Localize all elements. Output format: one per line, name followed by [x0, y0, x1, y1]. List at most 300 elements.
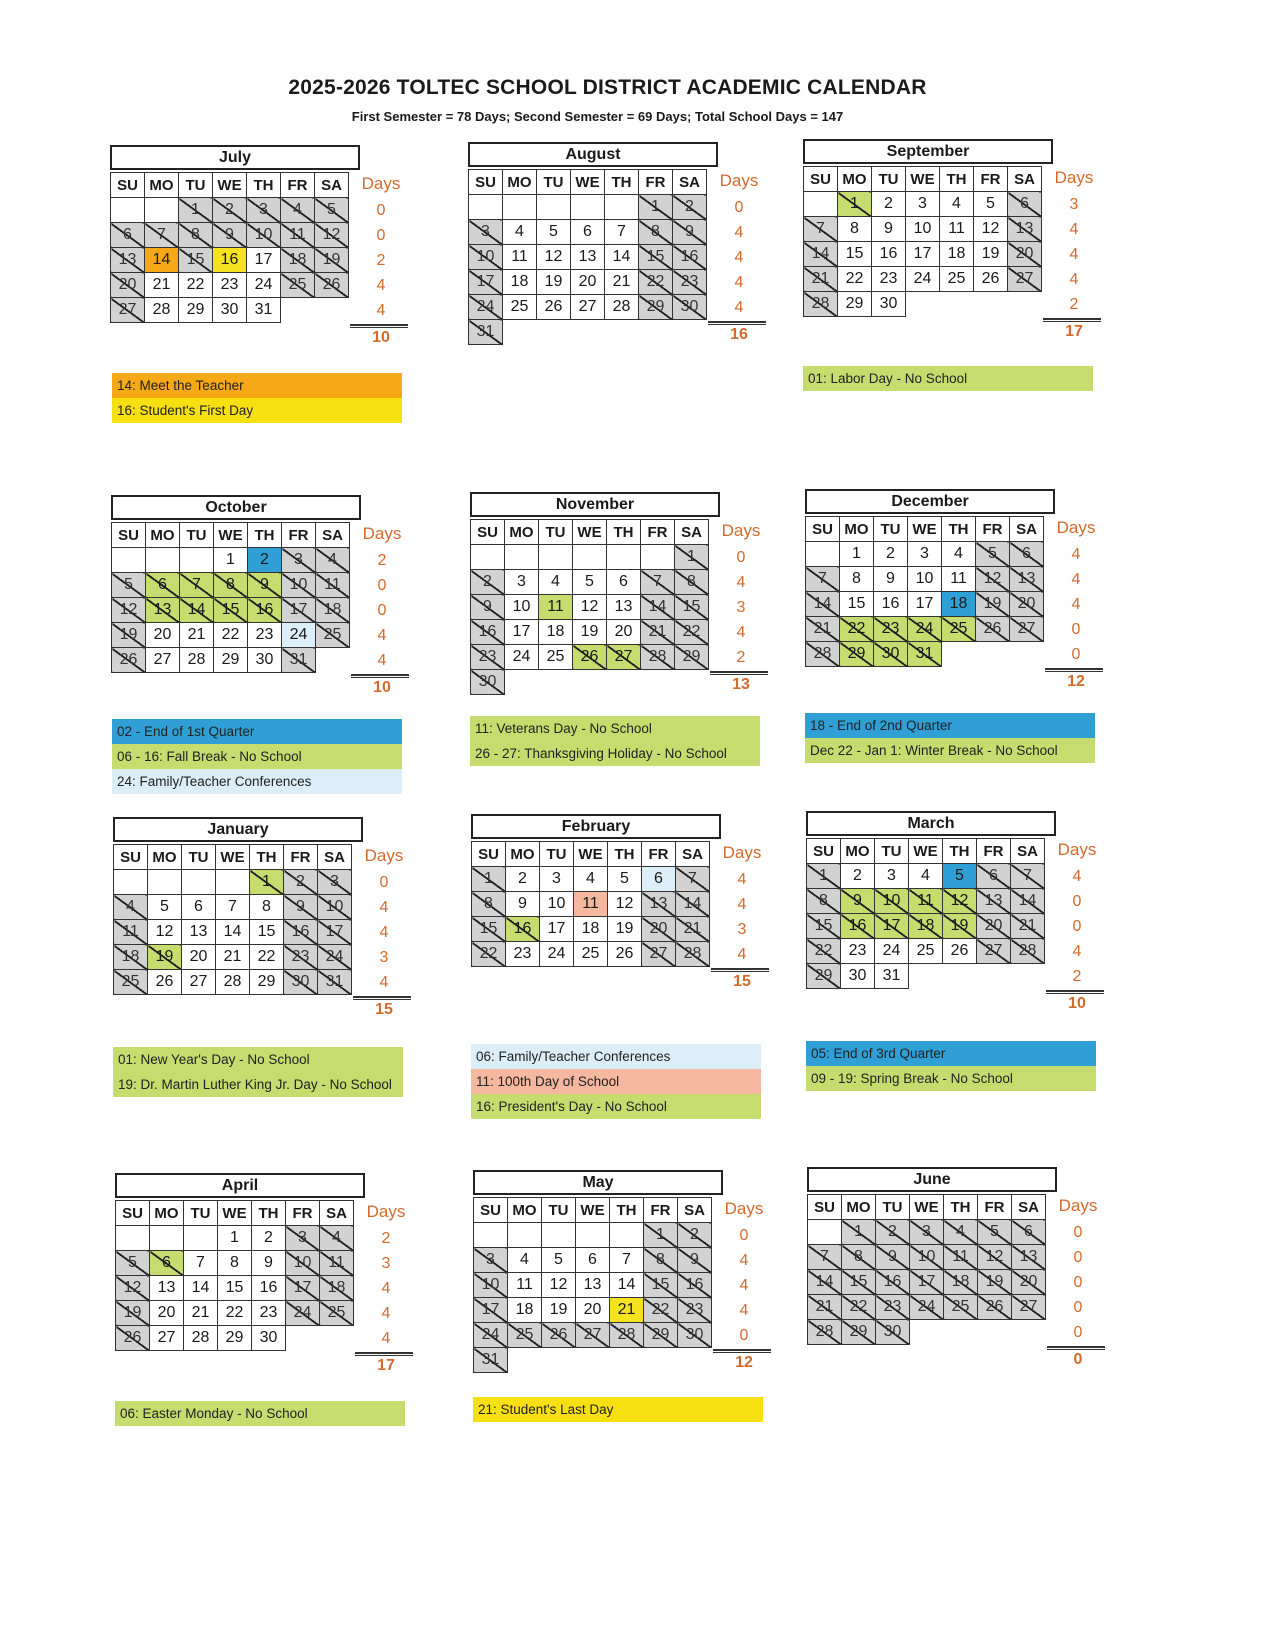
weekday-header: SA [675, 520, 709, 545]
day-cell: 4 [909, 864, 943, 889]
day-cell: 18 [942, 592, 976, 617]
empty-cell [942, 642, 976, 667]
day-cell: 16 [876, 1270, 910, 1295]
day-cell: 4 [503, 220, 537, 245]
day-cell: 26 [315, 273, 349, 298]
day-cell: 2 [252, 1226, 286, 1251]
month-october [111, 495, 411, 730]
day-cell: 17 [318, 920, 352, 945]
weekly-day-count: 4 [739, 1277, 749, 1294]
legend-may [473, 1397, 763, 1422]
day-cell: 24 [286, 1301, 320, 1326]
weekly-day-count: 2 [736, 649, 746, 666]
empty-cell [508, 1348, 542, 1373]
blank-cell [471, 545, 505, 570]
total-rule [708, 321, 766, 325]
calendar-grid [110, 172, 349, 323]
weekday-header: FR [639, 170, 673, 195]
blank-cell [804, 192, 838, 217]
empty-cell [503, 320, 537, 345]
day-cell: 10 [286, 1251, 320, 1276]
day-cell: 6 [111, 223, 145, 248]
day-cell: 18 [909, 914, 943, 939]
weekday-header: TH [250, 845, 284, 870]
day-cell: 10 [505, 595, 539, 620]
day-cell: 18 [114, 945, 148, 970]
weekly-day-count: 4 [376, 302, 386, 319]
day-cell: 22 [214, 623, 248, 648]
empty-cell [943, 964, 977, 989]
day-cell: 3 [247, 198, 281, 223]
day-cell: 12 [537, 245, 571, 270]
day-cell: 8 [179, 223, 213, 248]
day-cell: 3 [875, 864, 909, 889]
empty-cell [505, 670, 539, 695]
weekly-day-count: 3 [736, 599, 746, 616]
day-cell: 26 [542, 1323, 576, 1348]
day-cell: 9 [213, 223, 247, 248]
day-cell: 12 [974, 217, 1008, 242]
day-cell: 2 [284, 870, 318, 895]
day-cell: 29 [250, 970, 284, 995]
weekly-days-column [1049, 192, 1099, 317]
day-cell: 18 [944, 1270, 978, 1295]
empty-cell [537, 320, 571, 345]
legend-item: 11: 100th Day of School [471, 1069, 761, 1094]
day-cell: 5 [542, 1248, 576, 1273]
blank-cell [503, 195, 537, 220]
weekly-day-count: 4 [734, 224, 744, 241]
month-name: November [470, 492, 720, 517]
day-cell: 22 [675, 620, 709, 645]
weekly-day-count: 0 [376, 202, 386, 219]
weekday-header: SU [472, 842, 506, 867]
month-total-days: 17 [377, 1357, 395, 1374]
empty-cell [573, 670, 607, 695]
month-total-days: 13 [732, 676, 750, 693]
day-cell: 9 [876, 1245, 910, 1270]
day-cell: 7 [806, 567, 840, 592]
blank-cell [180, 548, 214, 573]
month-total-days: 0 [1073, 1351, 1083, 1368]
total-rule [710, 671, 768, 675]
weekday-header: TU [179, 173, 213, 198]
weekly-day-count: 0 [1073, 1324, 1083, 1341]
weekly-day-count: 4 [377, 652, 387, 669]
day-cell: 23 [872, 267, 906, 292]
day-cell: 8 [838, 217, 872, 242]
legend-item: 06 - 16: Fall Break - No School [112, 744, 402, 769]
day-cell: 5 [315, 198, 349, 223]
day-cell: 8 [840, 567, 874, 592]
day-cell: 9 [874, 567, 908, 592]
day-cell: 15 [472, 917, 506, 942]
month-name: February [471, 814, 721, 839]
weekly-day-count: 0 [1073, 1274, 1083, 1291]
month-april [115, 1173, 415, 1408]
empty-cell [571, 320, 605, 345]
day-cell: 10 [910, 1245, 944, 1270]
legend-item: 01: Labor Day - No School [803, 366, 1093, 391]
day-cell: 10 [469, 245, 503, 270]
weekday-header: TU [542, 1198, 576, 1223]
month-january [113, 817, 413, 1052]
blank-cell [145, 198, 179, 223]
weekday-header: FR [642, 842, 676, 867]
day-cell: 8 [639, 220, 673, 245]
blank-cell [607, 545, 641, 570]
empty-cell [286, 1326, 320, 1351]
day-cell: 27 [150, 1326, 184, 1351]
day-cell: 24 [910, 1295, 944, 1320]
day-cell: 14 [610, 1273, 644, 1298]
blank-cell [112, 548, 146, 573]
day-cell: 16 [248, 598, 282, 623]
day-cell: 4 [944, 1220, 978, 1245]
legend-october [112, 719, 402, 794]
weekday-header: MO [508, 1198, 542, 1223]
day-cell: 16 [673, 245, 707, 270]
weekly-day-count: 0 [379, 874, 389, 891]
day-cell: 1 [639, 195, 673, 220]
calendar-grid [803, 166, 1042, 317]
day-cell: 1 [840, 542, 874, 567]
day-cell: 15 [639, 245, 673, 270]
day-cell: 22 [639, 270, 673, 295]
legend-november [470, 716, 760, 766]
blank-cell [182, 870, 216, 895]
weekday-header: SU [114, 845, 148, 870]
blank-cell [505, 545, 539, 570]
weekday-header: SU [111, 173, 145, 198]
legend-february [471, 1044, 761, 1119]
calendar-grid [468, 169, 707, 345]
day-cell: 23 [841, 939, 875, 964]
weekday-header: SU [804, 167, 838, 192]
day-cell: 12 [148, 920, 182, 945]
calendar-grid [805, 516, 1044, 667]
days-header: Days [361, 174, 401, 193]
day-cell: 9 [252, 1251, 286, 1276]
month-august [468, 142, 768, 377]
day-cell: 31 [282, 648, 316, 673]
weekday-header: SA [678, 1198, 712, 1223]
day-cell: 15 [675, 595, 709, 620]
day-cell: 9 [872, 217, 906, 242]
day-cell: 24 [318, 945, 352, 970]
weekly-day-count: 4 [737, 946, 747, 963]
day-cell: 5 [573, 570, 607, 595]
day-cell: 14 [216, 920, 250, 945]
day-cell: 6 [182, 895, 216, 920]
day-cell: 12 [608, 892, 642, 917]
day-cell: 17 [286, 1276, 320, 1301]
day-cell: 26 [116, 1326, 150, 1351]
day-cell: 6 [1010, 542, 1044, 567]
weekly-day-count: 4 [1072, 943, 1082, 960]
day-cell: 20 [1012, 1270, 1046, 1295]
day-cell: 25 [114, 970, 148, 995]
blank-cell [146, 548, 180, 573]
day-cell: 17 [247, 248, 281, 273]
day-cell: 7 [676, 867, 710, 892]
day-cell: 11 [942, 567, 976, 592]
day-cell: 25 [281, 273, 315, 298]
day-cell: 20 [1010, 592, 1044, 617]
day-cell: 14 [806, 592, 840, 617]
day-cell: 2 [872, 192, 906, 217]
day-cell: 13 [1012, 1245, 1046, 1270]
weekly-day-count: 0 [739, 1227, 749, 1244]
weekly-day-count: 2 [376, 252, 386, 269]
day-cell: 28 [808, 1320, 842, 1345]
day-cell: 11 [320, 1251, 354, 1276]
page-title: 2025-2026 TOLTEC SCHOOL DISTRICT ACADEMIC CALENDAR [288, 76, 927, 99]
blank-cell [116, 1226, 150, 1251]
day-cell: 23 [248, 623, 282, 648]
weekday-header: WE [214, 523, 248, 548]
weekly-days-column [1051, 542, 1101, 667]
month-name: October [111, 495, 361, 520]
weekly-day-count: 4 [1071, 546, 1081, 563]
day-cell: 28 [180, 648, 214, 673]
empty-cell [639, 320, 673, 345]
weekly-day-count: 4 [1069, 246, 1079, 263]
day-cell: 22 [842, 1295, 876, 1320]
day-cell: 3 [286, 1226, 320, 1251]
day-cell: 22 [644, 1298, 678, 1323]
blank-cell [474, 1223, 508, 1248]
month-total-days: 17 [1065, 323, 1083, 340]
day-cell: 3 [505, 570, 539, 595]
day-cell: 27 [576, 1323, 610, 1348]
day-cell: 23 [252, 1301, 286, 1326]
day-cell: 29 [218, 1326, 252, 1351]
day-cell: 11 [114, 920, 148, 945]
legend-item: 06: Easter Monday - No School [115, 1401, 405, 1426]
month-february [471, 814, 771, 1049]
day-cell: 9 [673, 220, 707, 245]
weekday-header: TU [540, 842, 574, 867]
day-cell: 30 [673, 295, 707, 320]
day-cell: 29 [842, 1320, 876, 1345]
day-cell: 4 [539, 570, 573, 595]
weekly-day-count: 4 [734, 299, 744, 316]
blank-cell [150, 1226, 184, 1251]
day-cell: 23 [678, 1298, 712, 1323]
day-cell: 19 [315, 248, 349, 273]
day-cell: 3 [469, 220, 503, 245]
day-cell: 13 [642, 892, 676, 917]
days-header: Days [721, 521, 761, 540]
day-cell: 10 [906, 217, 940, 242]
weekday-header: TH [252, 1201, 286, 1226]
weekday-header: TH [247, 173, 281, 198]
weekday-header: FR [641, 520, 675, 545]
blank-cell [576, 1223, 610, 1248]
blank-cell [184, 1226, 218, 1251]
day-cell: 18 [316, 598, 350, 623]
day-cell: 6 [576, 1248, 610, 1273]
day-cell: 20 [146, 623, 180, 648]
day-cell: 27 [607, 645, 641, 670]
month-total-days: 10 [1068, 995, 1086, 1012]
weekly-days-column [719, 1223, 769, 1348]
day-cell: 19 [148, 945, 182, 970]
blank-cell [148, 870, 182, 895]
day-cell: 31 [474, 1348, 508, 1373]
day-cell: 30 [876, 1320, 910, 1345]
day-cell: 3 [318, 870, 352, 895]
weekday-header: SA [676, 842, 710, 867]
month-total-days: 16 [730, 326, 748, 343]
day-cell: 28 [184, 1326, 218, 1351]
legend-item: 06: Family/Teacher Conferences [471, 1044, 761, 1069]
day-cell: 30 [248, 648, 282, 673]
weekly-day-count: 0 [1071, 646, 1081, 663]
empty-cell [974, 292, 1008, 317]
weekly-day-count: 4 [736, 624, 746, 641]
day-cell: 4 [940, 192, 974, 217]
days-header: Days [1054, 168, 1094, 187]
month-name: June [807, 1167, 1057, 1192]
day-cell: 23 [876, 1295, 910, 1320]
total-rule [1045, 668, 1103, 672]
legend-item: 14: Meet the Teacher [112, 373, 402, 398]
weekday-header: SU [807, 839, 841, 864]
calendar-grid [806, 838, 1045, 989]
weekday-header: WE [576, 1198, 610, 1223]
day-cell: 21 [808, 1295, 842, 1320]
day-cell: 16 [213, 248, 247, 273]
weekday-header: WE [218, 1201, 252, 1226]
weekday-header: WE [574, 842, 608, 867]
day-cell: 13 [150, 1276, 184, 1301]
weekday-header: TH [607, 520, 641, 545]
day-cell: 6 [607, 570, 641, 595]
month-name: September [803, 139, 1053, 164]
day-cell: 31 [247, 298, 281, 323]
day-cell: 8 [250, 895, 284, 920]
weekday-header: WE [908, 517, 942, 542]
day-cell: 21 [676, 917, 710, 942]
weekday-header: TU [875, 839, 909, 864]
day-cell: 15 [842, 1270, 876, 1295]
day-cell: 16 [678, 1273, 712, 1298]
day-cell: 12 [943, 889, 977, 914]
day-cell: 19 [978, 1270, 1012, 1295]
day-cell: 29 [214, 648, 248, 673]
weekday-header: MO [148, 845, 182, 870]
empty-cell [644, 1348, 678, 1373]
day-cell: 26 [608, 942, 642, 967]
total-rule [355, 1352, 413, 1356]
day-cell: 10 [247, 223, 281, 248]
day-cell: 4 [508, 1248, 542, 1273]
day-cell: 11 [539, 595, 573, 620]
month-total-days: 15 [375, 1001, 393, 1018]
day-cell: 18 [539, 620, 573, 645]
day-cell: 27 [1008, 267, 1042, 292]
weekly-day-count: 3 [1069, 196, 1079, 213]
total-rule [1047, 1346, 1105, 1350]
day-cell: 27 [182, 970, 216, 995]
empty-cell [910, 1320, 944, 1345]
month-september [803, 139, 1103, 374]
month-total-days: 10 [372, 329, 390, 346]
day-cell: 27 [1010, 617, 1044, 642]
day-cell: 14 [184, 1276, 218, 1301]
day-cell: 1 [214, 548, 248, 573]
day-cell: 22 [840, 617, 874, 642]
day-cell: 4 [942, 542, 976, 567]
day-cell: 12 [112, 598, 146, 623]
day-cell: 10 [875, 889, 909, 914]
day-cell: 25 [503, 295, 537, 320]
weekly-day-count: 4 [1069, 271, 1079, 288]
legend-item: 02 - End of 1st Quarter [112, 719, 402, 744]
day-cell: 24 [282, 623, 316, 648]
day-cell: 18 [574, 917, 608, 942]
weekday-header: TU [537, 170, 571, 195]
day-cell: 13 [111, 248, 145, 273]
day-cell: 4 [574, 867, 608, 892]
weekday-header: SU [116, 1201, 150, 1226]
day-cell: 28 [804, 292, 838, 317]
blank-cell [573, 545, 607, 570]
weekday-header: MO [145, 173, 179, 198]
day-cell: 20 [977, 914, 1011, 939]
weekday-header: SA [673, 170, 707, 195]
weekly-day-count: 0 [736, 549, 746, 566]
weekday-header: WE [571, 170, 605, 195]
weekly-day-count: 4 [739, 1252, 749, 1269]
day-cell: 21 [806, 617, 840, 642]
weekly-day-count: 4 [734, 274, 744, 291]
blank-cell [808, 1220, 842, 1245]
legend-item: 01: New Year's Day - No School [113, 1047, 403, 1072]
day-cell: 28 [1011, 939, 1045, 964]
day-cell: 26 [148, 970, 182, 995]
weekly-day-count: 4 [381, 1280, 391, 1297]
day-cell: 29 [838, 292, 872, 317]
day-cell: 14 [641, 595, 675, 620]
empty-cell [675, 670, 709, 695]
day-cell: 29 [675, 645, 709, 670]
day-cell: 7 [605, 220, 639, 245]
day-cell: 15 [807, 914, 841, 939]
empty-cell [605, 320, 639, 345]
weekday-header: MO [150, 1201, 184, 1226]
weekly-day-count: 4 [1072, 868, 1082, 885]
day-cell: 21 [610, 1298, 644, 1323]
weekly-day-count: 2 [1069, 296, 1079, 313]
day-cell: 16 [471, 620, 505, 645]
day-cell: 2 [874, 542, 908, 567]
day-cell: 19 [608, 917, 642, 942]
day-cell: 5 [116, 1251, 150, 1276]
calendar-grid [471, 841, 710, 967]
day-cell: 17 [910, 1270, 944, 1295]
legend-item: 21: Student's Last Day [473, 1397, 763, 1422]
days-header: Days [722, 843, 762, 862]
day-cell: 24 [906, 267, 940, 292]
day-cell: 23 [506, 942, 540, 967]
weekly-day-count: 0 [1072, 893, 1082, 910]
weekly-day-count: 3 [379, 949, 389, 966]
day-cell: 7 [808, 1245, 842, 1270]
day-cell: 29 [179, 298, 213, 323]
